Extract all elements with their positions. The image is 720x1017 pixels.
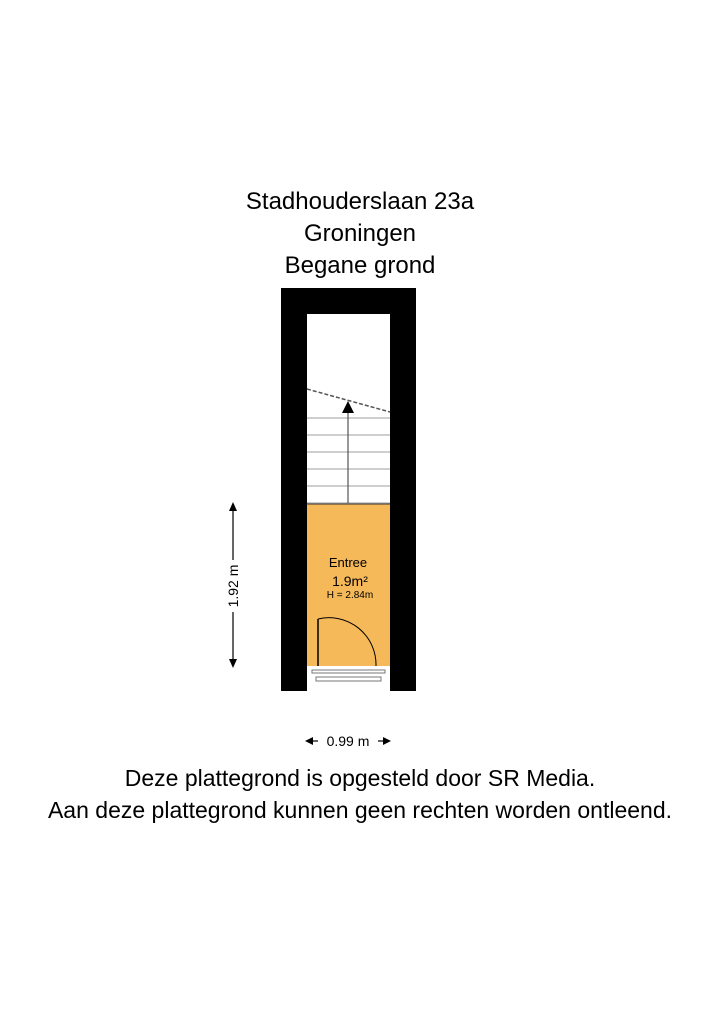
horizontal-dimension-label: 0.99 m: [326, 733, 370, 749]
arrow-right-icon: [383, 737, 391, 745]
address-title: Stadhouderslaan 23a: [245, 188, 475, 215]
room-name: Entree: [328, 555, 368, 570]
disclaimer-line-2: Aan deze plattegrond kunnen geen rechten worden ontleend.: [47, 797, 673, 823]
arrow-down-icon: [229, 659, 237, 668]
door-threshold: [312, 670, 385, 673]
city-title: Groningen: [303, 220, 417, 247]
floor-title: Begane grond: [284, 252, 436, 279]
wall-right: [390, 288, 416, 691]
wall-left: [281, 288, 307, 691]
disclaimer: [0, 762, 720, 826]
room-height: H = 2.84m: [326, 590, 374, 601]
arrow-up-icon: [229, 502, 237, 511]
door-threshold-lower: [316, 677, 381, 681]
arrow-left-icon: [305, 737, 313, 745]
disclaimer-line-1: Deze plattegrond is opgesteld door SR Media.: [124, 765, 596, 791]
room-area: 1.9m²: [332, 573, 368, 589]
vertical-dimension-label: 1.92 m: [225, 564, 241, 608]
